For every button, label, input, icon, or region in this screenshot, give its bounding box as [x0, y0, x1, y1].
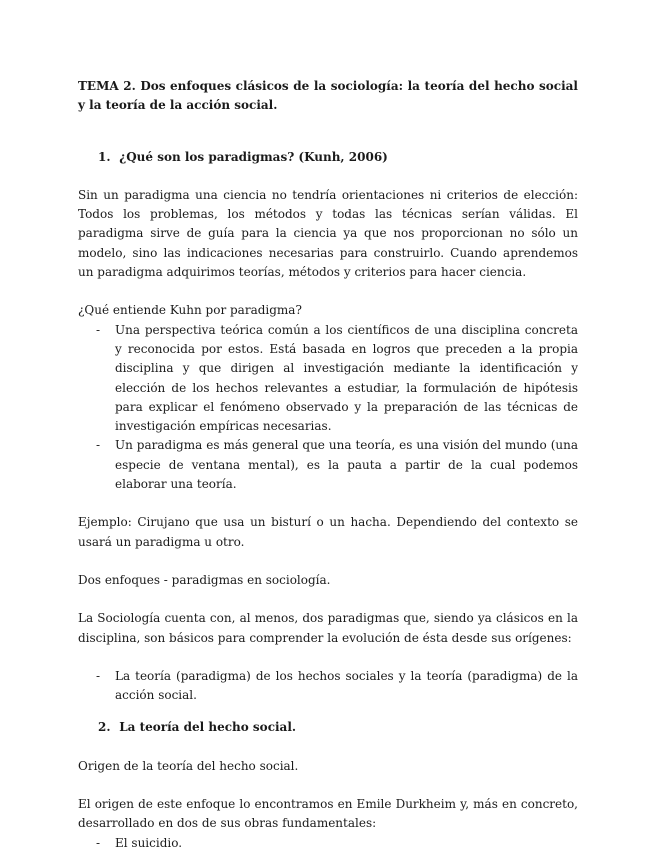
spacer [78, 648, 578, 667]
spacer [78, 116, 578, 135]
section-2-heading [78, 718, 578, 737]
kuhn-question: ¿Qué entiende Kuhn por paradigma? [78, 303, 302, 318]
two-approaches-line: Dos enfoques - paradigmas en sociología. [78, 572, 331, 587]
origin-title: Origen de la teoría del hecho social. [78, 758, 299, 773]
section-1-number: 1. [98, 149, 111, 164]
dash-marker: - [96, 835, 101, 850]
list-item-text: Una perspectiva teórica común a los científicos de una disciplina concreta y reconocida por estos. Está basada en logros que preceden a la propia disciplina y que dirigen al investigación mediante la identificación y elección de los hechos relevantes a estudiar, la formulación de hipótesis para explicar el fenómeno observado y la preparación de las técnicas de investigación empíricas necesarias. [115, 322, 578, 434]
example-paragraph: Ejemplo: Cirujano que usa un bisturí o un hacha. Dependiendo del contexto se usará un paradigma u otro. [78, 515, 578, 549]
section-2-number: 2. [98, 720, 111, 735]
origin-paragraph: El origen de este enfoque lo encontramos en Emile Durkheim y, más en concreto, desarrollado en dos de sus obras fundamentales: [78, 797, 578, 831]
list-item-text: Un paradigma es más general que una teoría, es una visión del mundo (una especie de ventana mental), es la pauta a partir de la cual podemos elaborar una teoría. [115, 438, 578, 492]
list-item-text: La teoría (paradigma) de los hechos sociales y la teoría (paradigma) de la acción social. [115, 668, 578, 703]
section-1-heading [78, 148, 578, 167]
spacer [78, 590, 578, 609]
spacer [78, 552, 578, 571]
spacer [78, 776, 578, 795]
list-item [78, 667, 578, 706]
kuhn-bullet-list [78, 321, 578, 495]
dash-marker: - [96, 668, 101, 683]
spacer [78, 282, 578, 301]
section-2-heading-text: La teoría del hecho social. [119, 720, 297, 735]
dash-marker: - [96, 322, 101, 337]
durkheim-works-list [78, 834, 578, 853]
sociology-bullet-list [78, 667, 578, 706]
list-item [78, 834, 578, 853]
sociology-paragraph: La Sociología cuenta con, al menos, dos paradigmas que, siendo ya clásicos en la disciplina, son básicos para comprender la evolución de ésta desde sus orígenes: [78, 611, 578, 645]
spacer [78, 167, 578, 186]
list-item [78, 321, 578, 437]
dash-marker: - [96, 438, 101, 453]
list-item [78, 436, 578, 494]
spacer [78, 738, 578, 757]
document-title: TEMA 2. Dos enfoques clásicos de la sociología: la teoría del hecho social y la teoría de la acción social. [78, 79, 578, 113]
spacer [78, 494, 578, 513]
section-1-heading-text: ¿Qué son los paradigmas? (Kunh, 2006) [119, 149, 388, 164]
paradigm-paragraph: Sin un paradigma una ciencia no tendría orientaciones ni criterios de elección: Todos los problemas, los métodos y todas las técnicas serían válidas. El paradigma sirve de guía para la ciencia ya que nos proporcionan no sólo un modelo, sino las indicaciones necesarias para construirlo. Cuando aprendemos un paradigma adquirimos teorías, métodos y criterios para hacer ciencia. [78, 187, 578, 280]
list-item-text: El suicidio. [115, 835, 183, 850]
